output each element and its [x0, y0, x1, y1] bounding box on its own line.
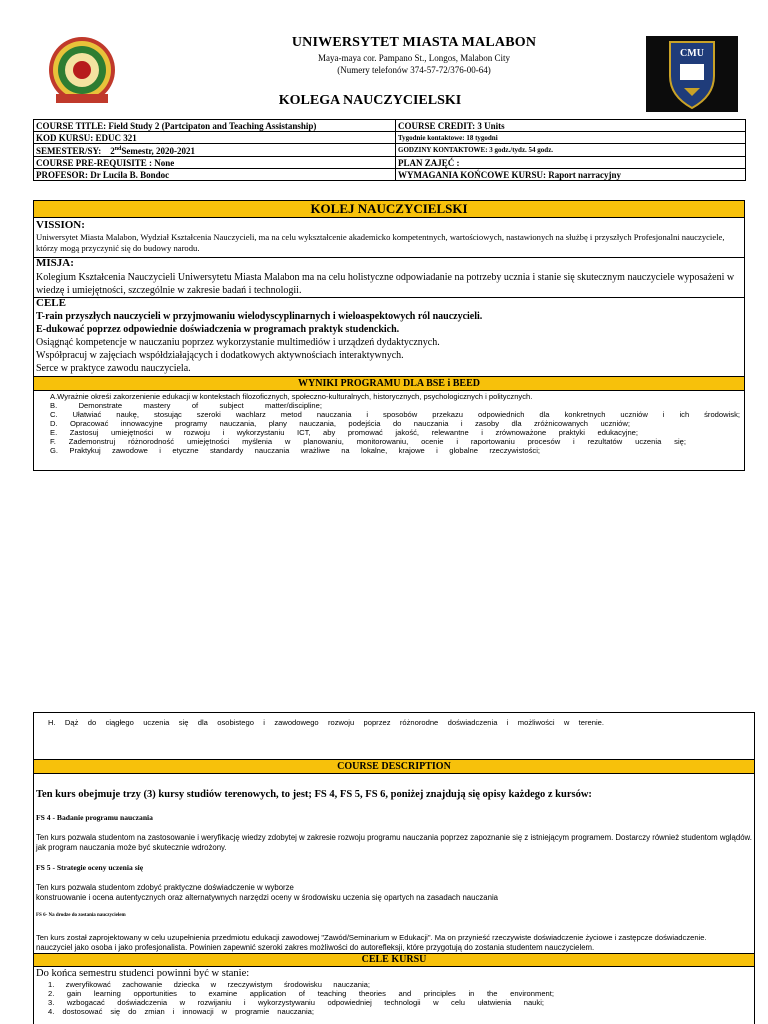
goals-heading: CELE: [36, 297, 66, 309]
course-goals-band: CELE KURSU: [34, 953, 754, 967]
course-description-band: COURSE DESCRIPTION: [34, 759, 754, 774]
semester-suffix: nd: [114, 146, 122, 152]
table-row: [34, 157, 746, 169]
mission-text: Kolegium Kształcenia Nauczycieli Uniwersytetu Miasta Malabon ma na celu holistyczne odpowiadanie na potrzeby ucznia i stanie się skutecznym nauczyciele wyposażeni w wiedzę i umiejętności, szczególnie w zakresie badań i technologii.: [36, 272, 735, 296]
divider: [34, 257, 744, 258]
fs5-description-cont: konstruowanie i ocena autentycznych oraz alternatywnych narzędzi oceny w środowisku uczenia się opartych na zasadach nauczania: [36, 893, 499, 902]
contact-weeks-cell: Tygodnie kontaktowe: 18 tygodni: [396, 132, 746, 144]
mission-heading: MISJA:: [36, 257, 74, 269]
course-goals-intro: Do końca semestru studenci powinni być w stanie:: [36, 968, 250, 979]
address-line: Maya-maya cor. Pampano St., Longos, Malabon City: [318, 53, 510, 63]
divider: [34, 297, 744, 298]
fs6-description: Ten kurs został zaprojektowany w celu uzupełnienia przedmiotu edukacji zawodowej "Zawód/Seminarium w Edukacji". Ma on przynieść rzeczywiste doświadczenie życiowe i zastępcze doświadczenie.: [36, 933, 707, 942]
cmu-logo-text: CMU: [680, 48, 704, 59]
goal-heart: Serce w praktyce zawodu nauczyciela.: [36, 363, 191, 374]
semester-year: Semestr, 2020-2021: [121, 146, 196, 156]
fs6-description-cont: nauczyciel jako osoba i jako profesjonalista. Powinien zapewnić szeroki zakres możliwości do autorefleksji, które przygotują do zostania studentem nauczycielem.: [36, 943, 595, 952]
outcome-item: C. Ułatwiać naukę, stosując szeroki wachlarz metod nauczania i sposobów przekazu odpowiednich dla konkretnych uczniów i ich środowisk;: [50, 411, 740, 419]
course-goal-item: 1. zweryfikować zachowanie dziecka w rzeczywistym środowisku nauczania;: [48, 981, 370, 989]
table-row: [34, 132, 746, 144]
program-outcomes-band: WYNIKI PROGRAMU DLA BSE i BEED: [34, 376, 744, 391]
course-goal-item: 4. dostosować się do zmian i innowacji w programie nauczania;: [48, 1008, 314, 1016]
goal-achieve: Osiągnąć kompetencje w nauczaniu poprzez wykorzystanie multimediów i urządzeń dydaktycznych.: [36, 337, 440, 348]
outcome-item: E. Zastosuj umiejętności w rozwoju i wykorzystaniu ICT, aby promować jakość, relewantne i zrównoważone praktyki edukacyjne;: [50, 429, 638, 437]
fs6-heading: FS 6- Na drodze do zostania nauczycielem: [36, 913, 126, 918]
course-description-intro: Ten kurs obejmuje trzy (3) kursy studiów terenowych, to jest; FS 4, FS 5, FS 6, poniżej znajdują się opisy każdego z kursów:: [36, 789, 592, 800]
college-section: [33, 200, 745, 471]
outcome-item: B. Demonstrate mastery of subject matter/discipline;: [50, 402, 322, 410]
final-requirements-cell: WYMAGANIA KOŃCOWE KURSU: Raport narracyjny: [396, 169, 746, 181]
course-title-cell: COURSE TITLE: Field Study 2 (Partcipaton and Teaching Assistanship): [34, 120, 396, 132]
outcome-item: G. Praktykuj zawodowe i etyczne standardy nauczania wrażliwe na lokalne, krajowe i globalne rzeczywistości;: [50, 447, 540, 455]
professor-cell: PROFESOR: Dr Lucila B. Bondoc: [34, 169, 396, 181]
table-row: [34, 144, 746, 157]
outcome-item: D. Opracować innowacyjne programy nauczania, plany nauczania, podejścia do nauczania i zasoby dla zróżnicowanych uczniów;: [50, 420, 630, 428]
goal-educate: E-dukować poprzez odpowiednie doświadczenia w programach praktyk studenckich.: [36, 324, 400, 335]
fs4-description: Ten kurs pozwala studentom na zastosowanie i weryfikację wiedzy zdobytej w zakresie rozwoju programu nauczania poprzez zapoznanie się z istniejącym programem. Dostarczy również studentom wglądów.: [36, 833, 752, 842]
class-plan-cell: PLAN ZAJĘĆ :: [396, 157, 746, 169]
outcome-item: F. Zademonstruj różnorodność umiejętności myślenia w planowaniu, monitorowaniu, ocenie i raportowaniu procesów i rezultatów uczenia się;: [50, 438, 686, 446]
prerequisite-cell: COURSE PRE-REQUISITE : None: [34, 157, 396, 169]
fs4-heading: FS 4 - Badanie programu nauczania: [36, 813, 153, 822]
course-goal-item: 3. wzbogacać doświadczenia w rozwijaniu i wykorzystywaniu odpowiedniej technologii w celu ułatwienia nauki;: [48, 999, 544, 1007]
semester-label: SEMESTER/SY:: [36, 146, 102, 156]
course-goal-item: 2. gain learning opportunities to examine application of teaching theories and principles in the environment;: [48, 990, 554, 998]
outcome-item-h: H. Dąż do ciągłego uczenia się dla osobistego i zawodowego rozwoju poprzez różnorodne doświadczenia i możliwości w terenie.: [48, 719, 604, 727]
goal-collaborate: Współpracuj w zajęciach współdziałających i dodatkowych aktywnościach interaktywnych.: [36, 350, 404, 361]
course-info-table: [33, 119, 746, 181]
semester-number: 2: [110, 146, 115, 156]
vision-text: Uniwersytet Miasta Malabon, Wydział Kształcenia Nauczycieli, ma na celu wykształcenie akademicko kompetentnych, wartościowych, nastawionych na służbę i przyszłych Profesjonalni nauczyciele, którzy mogą przyczynić się do budowy narodu.: [36, 232, 725, 253]
course-code-cell: KOD KURSU: EDUC 321: [34, 132, 396, 144]
document-title: KOLEGA NAUCZYCIELSKI: [278, 93, 462, 108]
contact-hours-cell: GODZINY KONTAKTOWE: 3 godz./tydz. 54 godz.: [396, 144, 746, 157]
university-name: UNIWERSYTET MIASTA MALABON: [291, 35, 537, 50]
college-title-band: KOLEJ NAUCZYCIELSKI: [34, 200, 744, 218]
table-row: [34, 120, 746, 132]
fs4-description-cont: jak program nauczania może być skutecznie wdrożony.: [36, 843, 227, 852]
fs5-heading: FS 5 - Strategie oceny uczenia się: [36, 863, 144, 872]
course-credit-cell: COURSE CREDIT: 3 Units: [396, 120, 746, 132]
table-row: [34, 169, 746, 181]
course-description-section: [33, 712, 755, 1024]
phone-numbers: (Numery telefonów 374-57-72/376-00-64): [337, 65, 491, 75]
fs5-description: Ten kurs pozwala studentom zdobyć praktyczne doświadczenie w wyborze: [36, 883, 294, 892]
vision-heading: VISSION:: [36, 219, 85, 231]
outcome-item: A.Wyrażnie okreśi zakorzenienie edukacji w kontekstach filozoficznych, społeczno-kulturalnych, historycznych, psychologicznych i politycznych.: [50, 393, 533, 401]
semester-cell: [34, 144, 396, 157]
goal-train: T-rain przyszłych nauczycieli w przyjmowaniu wielodyscyplinarnych i wieloaspektowych ról nauczycieli.: [36, 311, 483, 322]
